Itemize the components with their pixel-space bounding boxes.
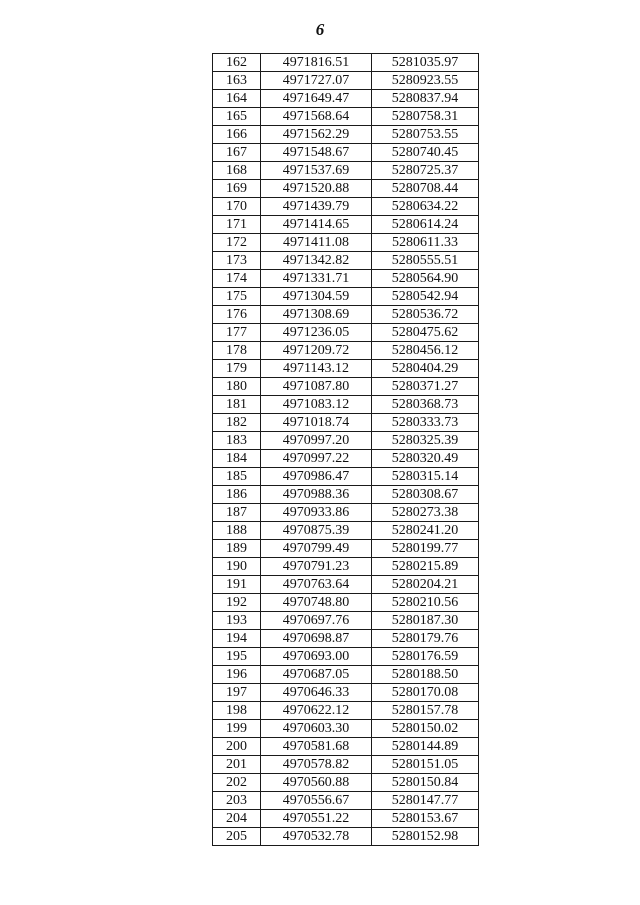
y-coordinate-cell: 5280170.08 — [372, 684, 479, 702]
table-row — [213, 108, 479, 126]
point-number-cell: 190 — [213, 558, 261, 576]
y-coordinate-cell: 5280241.20 — [372, 522, 479, 540]
y-coordinate-cell: 5280555.51 — [372, 252, 479, 270]
table-row — [213, 666, 479, 684]
y-coordinate-cell: 5280199.77 — [372, 540, 479, 558]
x-coordinate-cell: 4970560.88 — [261, 774, 372, 792]
x-coordinate-cell: 4971816.51 — [261, 54, 372, 72]
point-number-cell: 192 — [213, 594, 261, 612]
y-coordinate-cell: 5280325.39 — [372, 432, 479, 450]
x-coordinate-cell: 4970997.20 — [261, 432, 372, 450]
x-coordinate-cell: 4971568.64 — [261, 108, 372, 126]
point-number-cell: 203 — [213, 792, 261, 810]
y-coordinate-cell: 5280204.21 — [372, 576, 479, 594]
x-coordinate-cell: 4971236.05 — [261, 324, 372, 342]
y-coordinate-cell: 5280210.56 — [372, 594, 479, 612]
point-number-cell: 178 — [213, 342, 261, 360]
point-number-cell: 167 — [213, 144, 261, 162]
x-coordinate-cell: 4971439.79 — [261, 198, 372, 216]
table-row — [213, 216, 479, 234]
point-number-cell: 201 — [213, 756, 261, 774]
y-coordinate-cell: 5280188.50 — [372, 666, 479, 684]
x-coordinate-cell: 4971143.12 — [261, 360, 372, 378]
y-coordinate-cell: 5280147.77 — [372, 792, 479, 810]
x-coordinate-cell: 4971727.07 — [261, 72, 372, 90]
table-row — [213, 126, 479, 144]
table-row — [213, 756, 479, 774]
point-number-cell: 196 — [213, 666, 261, 684]
y-coordinate-cell: 5280923.55 — [372, 72, 479, 90]
y-coordinate-cell: 5280740.45 — [372, 144, 479, 162]
point-number-cell: 181 — [213, 396, 261, 414]
table-row — [213, 144, 479, 162]
y-coordinate-cell: 5280536.72 — [372, 306, 479, 324]
y-coordinate-cell: 5280179.76 — [372, 630, 479, 648]
y-coordinate-cell: 5280152.98 — [372, 828, 479, 846]
x-coordinate-cell: 4970556.67 — [261, 792, 372, 810]
y-coordinate-cell: 5280753.55 — [372, 126, 479, 144]
table-row — [213, 774, 479, 792]
x-coordinate-cell: 4971209.72 — [261, 342, 372, 360]
x-coordinate-cell: 4971562.29 — [261, 126, 372, 144]
y-coordinate-cell: 5280708.44 — [372, 180, 479, 198]
table-row — [213, 360, 479, 378]
x-coordinate-cell: 4971083.12 — [261, 396, 372, 414]
y-coordinate-cell: 5280215.89 — [372, 558, 479, 576]
table-row — [213, 162, 479, 180]
x-coordinate-cell: 4970532.78 — [261, 828, 372, 846]
y-coordinate-cell: 5281035.97 — [372, 54, 479, 72]
table-row — [213, 252, 479, 270]
x-coordinate-cell: 4971087.80 — [261, 378, 372, 396]
point-number-cell: 174 — [213, 270, 261, 288]
point-number-cell: 193 — [213, 612, 261, 630]
point-number-cell: 198 — [213, 702, 261, 720]
x-coordinate-cell: 4970551.22 — [261, 810, 372, 828]
point-number-cell: 189 — [213, 540, 261, 558]
y-coordinate-cell: 5280611.33 — [372, 234, 479, 252]
point-number-cell: 194 — [213, 630, 261, 648]
point-number-cell: 166 — [213, 126, 261, 144]
table-row — [213, 180, 479, 198]
y-coordinate-cell: 5280475.62 — [372, 324, 479, 342]
table-row — [213, 90, 479, 108]
y-coordinate-cell: 5280333.73 — [372, 414, 479, 432]
point-number-cell: 179 — [213, 360, 261, 378]
table-row — [213, 702, 479, 720]
table-row — [213, 810, 479, 828]
y-coordinate-cell: 5280320.49 — [372, 450, 479, 468]
x-coordinate-cell: 4971649.47 — [261, 90, 372, 108]
point-number-cell: 163 — [213, 72, 261, 90]
table-row — [213, 450, 479, 468]
table-row — [213, 72, 479, 90]
x-coordinate-cell: 4970875.39 — [261, 522, 372, 540]
table-row — [213, 234, 479, 252]
x-coordinate-cell: 4971548.67 — [261, 144, 372, 162]
x-coordinate-cell: 4970988.36 — [261, 486, 372, 504]
x-coordinate-cell: 4970933.86 — [261, 504, 372, 522]
y-coordinate-cell: 5280153.67 — [372, 810, 479, 828]
table-row — [213, 504, 479, 522]
y-coordinate-cell: 5280368.73 — [372, 396, 479, 414]
y-coordinate-cell: 5280187.30 — [372, 612, 479, 630]
y-coordinate-cell: 5280542.94 — [372, 288, 479, 306]
y-coordinate-cell: 5280371.27 — [372, 378, 479, 396]
point-number-cell: 168 — [213, 162, 261, 180]
coordinates-table — [212, 53, 479, 846]
y-coordinate-cell: 5280150.84 — [372, 774, 479, 792]
table-row — [213, 612, 479, 630]
point-number-cell: 177 — [213, 324, 261, 342]
table-row — [213, 630, 479, 648]
x-coordinate-cell: 4971537.69 — [261, 162, 372, 180]
page-number: 6 — [315, 20, 325, 39]
x-coordinate-cell: 4970697.76 — [261, 612, 372, 630]
x-coordinate-cell: 4970763.64 — [261, 576, 372, 594]
table-row — [213, 324, 479, 342]
point-number-cell: 186 — [213, 486, 261, 504]
point-number-cell: 171 — [213, 216, 261, 234]
point-number-cell: 182 — [213, 414, 261, 432]
x-coordinate-cell: 4970622.12 — [261, 702, 372, 720]
table-row — [213, 468, 479, 486]
point-number-cell: 191 — [213, 576, 261, 594]
point-number-cell: 204 — [213, 810, 261, 828]
x-coordinate-cell: 4970799.49 — [261, 540, 372, 558]
point-number-cell: 165 — [213, 108, 261, 126]
table-row — [213, 648, 479, 666]
x-coordinate-cell: 4970997.22 — [261, 450, 372, 468]
point-number-cell: 172 — [213, 234, 261, 252]
y-coordinate-cell: 5280315.14 — [372, 468, 479, 486]
x-coordinate-cell: 4970646.33 — [261, 684, 372, 702]
point-number-cell: 180 — [213, 378, 261, 396]
point-number-cell: 195 — [213, 648, 261, 666]
point-number-cell: 164 — [213, 90, 261, 108]
point-number-cell: 175 — [213, 288, 261, 306]
y-coordinate-cell: 5280725.37 — [372, 162, 479, 180]
point-number-cell: 187 — [213, 504, 261, 522]
x-coordinate-cell: 4971018.74 — [261, 414, 372, 432]
point-number-cell: 162 — [213, 54, 261, 72]
y-coordinate-cell: 5280634.22 — [372, 198, 479, 216]
point-number-cell: 176 — [213, 306, 261, 324]
table-row — [213, 792, 479, 810]
x-coordinate-cell: 4970986.47 — [261, 468, 372, 486]
point-number-cell: 185 — [213, 468, 261, 486]
x-coordinate-cell: 4971308.69 — [261, 306, 372, 324]
table-row — [213, 288, 479, 306]
point-number-cell: 197 — [213, 684, 261, 702]
x-coordinate-cell: 4971331.71 — [261, 270, 372, 288]
x-coordinate-cell: 4970578.82 — [261, 756, 372, 774]
table-row — [213, 306, 479, 324]
table-row — [213, 828, 479, 846]
x-coordinate-cell: 4970693.00 — [261, 648, 372, 666]
point-number-cell: 183 — [213, 432, 261, 450]
point-number-cell: 173 — [213, 252, 261, 270]
table-row — [213, 540, 479, 558]
y-coordinate-cell: 5280151.05 — [372, 756, 479, 774]
table-row — [213, 270, 479, 288]
x-coordinate-cell: 4970581.68 — [261, 738, 372, 756]
y-coordinate-cell: 5280150.02 — [372, 720, 479, 738]
y-coordinate-cell: 5280758.31 — [372, 108, 479, 126]
point-number-cell: 199 — [213, 720, 261, 738]
y-coordinate-cell: 5280273.38 — [372, 504, 479, 522]
table-row — [213, 396, 479, 414]
table-row — [213, 684, 479, 702]
table-row — [213, 558, 479, 576]
y-coordinate-cell: 5280614.24 — [372, 216, 479, 234]
point-number-cell: 202 — [213, 774, 261, 792]
table-row — [213, 378, 479, 396]
x-coordinate-cell: 4971411.08 — [261, 234, 372, 252]
table-row — [213, 576, 479, 594]
table-row — [213, 738, 479, 756]
y-coordinate-cell: 5280144.89 — [372, 738, 479, 756]
x-coordinate-cell: 4971304.59 — [261, 288, 372, 306]
point-number-cell: 169 — [213, 180, 261, 198]
x-coordinate-cell: 4970748.80 — [261, 594, 372, 612]
table-row — [213, 198, 479, 216]
x-coordinate-cell: 4971342.82 — [261, 252, 372, 270]
y-coordinate-cell: 5280308.67 — [372, 486, 479, 504]
coordinates-table-body — [213, 54, 479, 846]
point-number-cell: 188 — [213, 522, 261, 540]
point-number-cell: 200 — [213, 738, 261, 756]
y-coordinate-cell: 5280157.78 — [372, 702, 479, 720]
y-coordinate-cell: 5280564.90 — [372, 270, 479, 288]
table-row — [213, 432, 479, 450]
table-row — [213, 594, 479, 612]
table-row — [213, 54, 479, 72]
x-coordinate-cell: 4970698.87 — [261, 630, 372, 648]
y-coordinate-cell: 5280404.29 — [372, 360, 479, 378]
table-row — [213, 486, 479, 504]
point-number-cell: 184 — [213, 450, 261, 468]
y-coordinate-cell: 5280176.59 — [372, 648, 479, 666]
table-row — [213, 720, 479, 738]
y-coordinate-cell: 5280837.94 — [372, 90, 479, 108]
x-coordinate-cell: 4970791.23 — [261, 558, 372, 576]
table-row — [213, 414, 479, 432]
x-coordinate-cell: 4970687.05 — [261, 666, 372, 684]
x-coordinate-cell: 4971414.65 — [261, 216, 372, 234]
point-number-cell: 205 — [213, 828, 261, 846]
y-coordinate-cell: 5280456.12 — [372, 342, 479, 360]
x-coordinate-cell: 4970603.30 — [261, 720, 372, 738]
table-row — [213, 342, 479, 360]
table-row — [213, 522, 479, 540]
x-coordinate-cell: 4971520.88 — [261, 180, 372, 198]
point-number-cell: 170 — [213, 198, 261, 216]
